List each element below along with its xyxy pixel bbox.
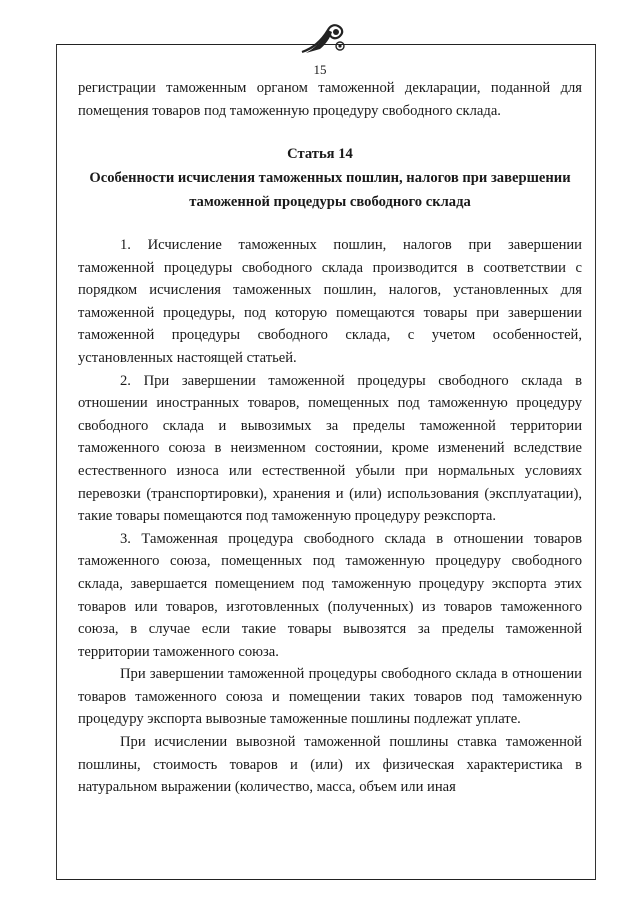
- paragraph-4: При завершении таможенной процедуры свободного склада в отношении товаров таможенного союза и помещении таких товаров под таможенную процедуру экспорта вывозные таможенные пошлины подлежат уплате.: [78, 666, 582, 728]
- article-title-line-2: таможенной процедуры свободного склада: [189, 194, 471, 210]
- article-title-line-1: Особенности исчисления таможенных пошлин, налогов при завершении: [89, 170, 571, 186]
- article-title: [60, 166, 600, 214]
- emblem-icon: [300, 22, 346, 56]
- paragraph-3: 3. Таможенная процедура свободного склада в отношении товаров таможенного союза, помещенных под таможенную процедуру свободного склада, завершается помещением под таможенную процедуру экспорта этих товаров или товаров, изготовленных (полученных) из товаров таможенного союза, в случае если такие товары вывозятся за пределы таможенной территории таможенного союза.: [78, 530, 582, 660]
- paragraph-1: 1. Исчисление таможенных пошлин, налогов при завершении таможенной процедуры свободного склада производится в соответствии с порядком исчисления таможенных пошлин, налогов, установленных для таможенной процедуры, под которую помещаются товары при завершении таможенной процедуры свободного склада, с учетом особенностей, установленных настоящей статьей.: [78, 237, 582, 366]
- intro-paragraph: регистрации таможенным органом таможенной декларации, поданной для помещения товаров под таможенную процедуру свободного склада.: [78, 80, 582, 119]
- article-body: [78, 234, 582, 799]
- intro-paragraph-block: [78, 77, 582, 122]
- paragraph-2: 2. При завершении таможенной процедуры свободного склада в отношении иностранных товаров, помещенных под таможенную процедуру свободного склада и вывозимых за пределы таможенной территории таможенного союза в неизменном состоянии, кроме изменений вследствие естественного износа или естественной убыли при нормальных условиях перевозки (транспортировки), хранения и (или) использования (эксплуатации), такие товары помещаются под таможенную процедуру реэкспорта.: [78, 372, 582, 525]
- article-number: Статья 14: [287, 146, 353, 162]
- page-number: 15: [313, 62, 327, 77]
- paragraph-5: При исчислении вывозной таможенной пошлины ставка таможенной пошлины, стоимость товаров и (или) их физическая характеристика в натуральном выражении (количество, масса, объем или иная: [78, 734, 582, 796]
